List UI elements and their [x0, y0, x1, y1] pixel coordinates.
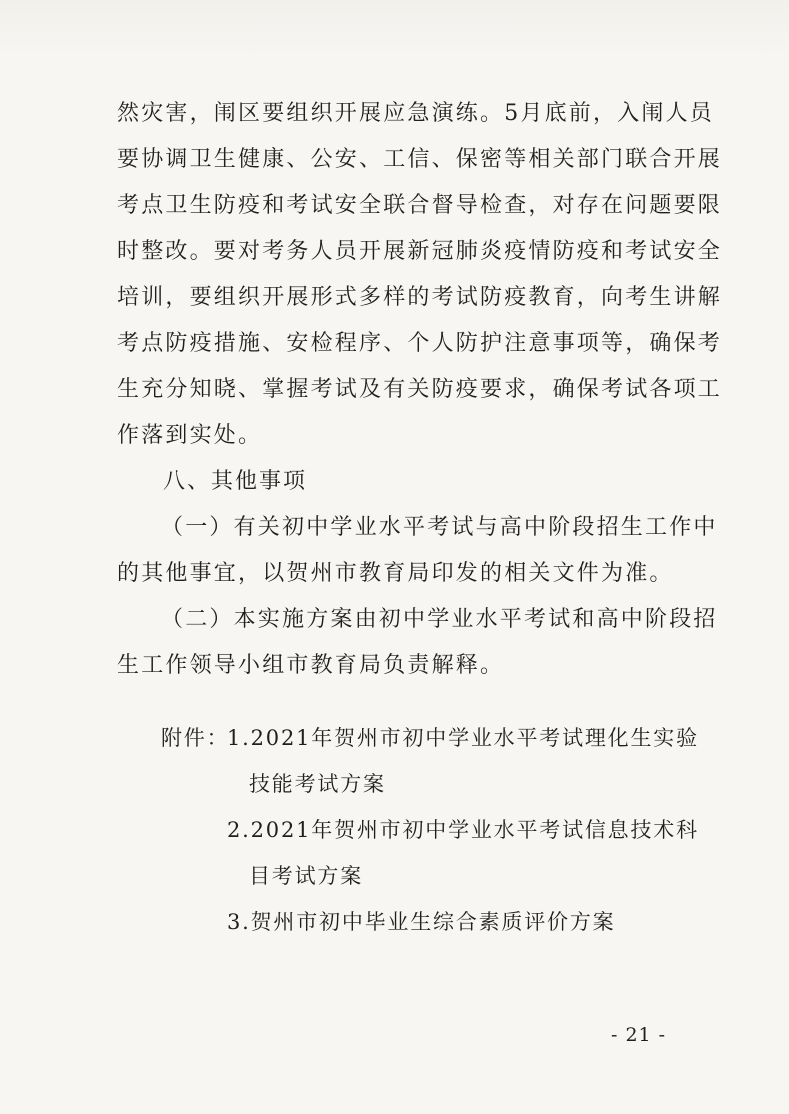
body-line: 要协调卫生健康、公安、工信、保密等相关部门联合开展 — [117, 147, 723, 172]
body-line: 然灾害，闱区要组织开展应急演练。5月底前，入闱人员 — [117, 101, 714, 126]
body-line: 生充分知晓、掌握考试及有关防疫要求，确保考试各项工 — [117, 377, 723, 402]
body-line: 培训，要组织开展形式多样的考试防疫教育，向考生讲解 — [117, 285, 723, 310]
attachment-2-line-2: 目考试方案 — [249, 864, 363, 888]
attachment-1-line-1: 1.2021年贺州市初中学业水平考试理化生实验 — [227, 726, 699, 750]
item-two-line-1: （二）本实施方案由初中学业水平考试和高中阶段招 — [161, 607, 718, 632]
item-one-line-2: 的其他事宜，以贺州市教育局印发的相关文件为准。 — [117, 561, 674, 586]
attachment-1-line-2: 技能考试方案 — [249, 772, 386, 796]
section-heading: 八、其他事项 — [163, 469, 308, 494]
attachment-2-line-1: 2.2021年贺州市初中学业水平考试信息技术科 — [227, 818, 699, 842]
body-line: 考点防疫措施、安检程序、个人防护注意事项等，确保考 — [117, 331, 723, 356]
item-two-line-2: 生工作领导小组市教育局负责解释。 — [117, 653, 505, 678]
page-number: - 21 - — [611, 1024, 667, 1046]
attachments-label: 附件： — [161, 726, 230, 750]
item-one-line-1: （一）有关初中学业水平考试与高中阶段招生工作中 — [161, 515, 718, 540]
body-line: 考点卫生防疫和考试安全联合督导检查，对存在问题要限 — [117, 193, 723, 218]
body-line: 作落到实处。 — [117, 423, 263, 448]
attachment-3: 3.贺州市初中毕业生综合素质评价方案 — [227, 910, 616, 934]
body-line: 时整改。要对考务人员开展新冠肺炎疫情防疫和考试安全 — [117, 239, 723, 264]
